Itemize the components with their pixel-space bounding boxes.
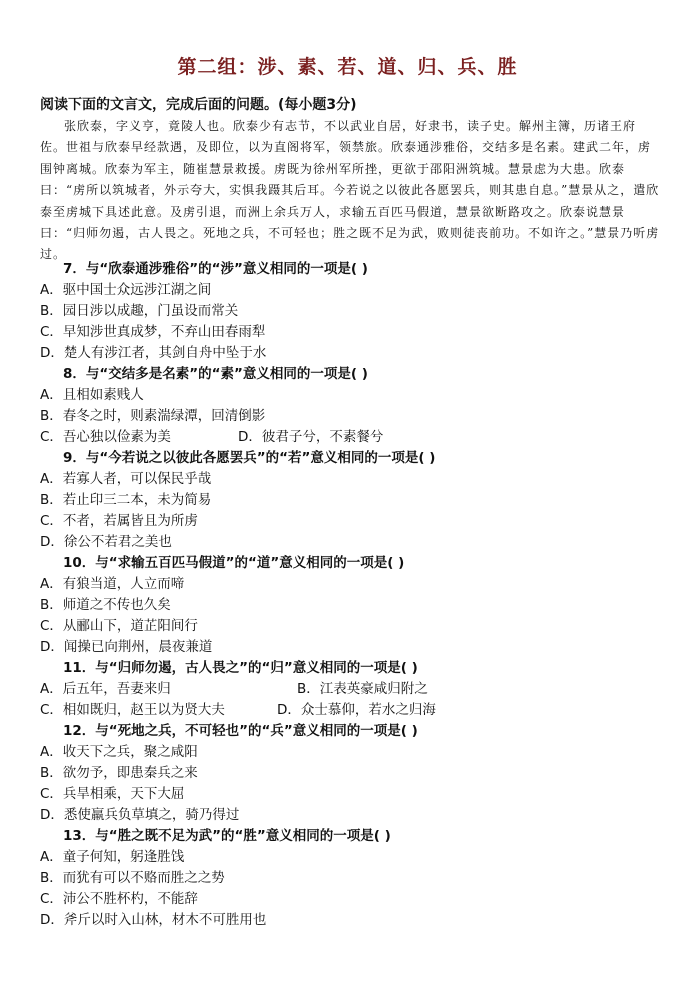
question-8 [40, 364, 660, 448]
option-d: D．闻操已向荆州，晨夜兼道 [40, 639, 213, 655]
question-stem: 8．与“交结多是名素”的“素”意义相同的一项是( ) [63, 366, 368, 382]
option-row-cd [40, 427, 660, 448]
option-a: A．驱中国士众远涉江湖之间 [40, 282, 212, 298]
passage-text: 张欣泰，字义亨，竟陵人也。欣泰少有志节，不以武业自居，好隶书，读子史。解州主簿，历诸王府佐。世祖与欣泰早经款遇，及即位，以为直阁将军，领禁旅。欣泰通涉雅俗，交结多是名素。建武二年，虏围钟离城。欣泰为军主，随崔慧景救援。虏既为徐州军所挫，更欲于邵阳洲筑城。慧景虑为大患。欣泰曰：“虏所以筑城者，外示夸大，实惧我蹑其后耳。今若说之以彼此各愿罢兵，则其患自息。”慧景从之，遣欣泰至虏城下具述此意。及虏引退，而洲上余兵万人，求输五百匹马假道，慧景欲断路攻之。欣泰说慧景曰：“归师勿遏，古人畏之。死地之兵，不可轻也；胜之既不足为武，败则徒丧前功。不如许之。”慧景乃听虏过。 [40, 119, 660, 262]
option-b: B．园日涉以成趣，门虽设而常关 [40, 303, 239, 319]
question-list [40, 259, 660, 931]
question-stem: 12．与“死地之兵，不可轻也”的“兵”意义相同的一项是( ) [63, 723, 418, 739]
question-stem: 11．与“归师勿遏，古人畏之”的“归”意义相同的一项是( ) [63, 660, 418, 676]
option-b: B．春冬之时，则素湍绿潭，回清倒影 [40, 408, 266, 424]
option-c: C．不者，若属皆且为所虏 [40, 513, 198, 529]
question-12 [40, 721, 660, 826]
option-a: A．收天下之兵，聚之咸阳 [40, 744, 198, 760]
option-c: C．相如既归，赵王以为贤大夫 [40, 702, 225, 718]
option-b: B．若止印三二本，未为简易 [40, 492, 212, 508]
page-title: 第二组：涉、素、若、道、归、兵、胜 [177, 56, 518, 78]
option-row-ab [40, 679, 660, 700]
question-stem: 13．与“胜之既不足为武”的“胜”意义相同的一项是( ) [63, 828, 391, 844]
option-a: A．且相如素贱人 [40, 387, 144, 403]
option-b: B．而犹有可以不赂而胜之之势 [40, 870, 225, 886]
option-row-cd [40, 700, 660, 721]
option-a: A．有狼当道，人立而啼 [40, 576, 185, 592]
question-13 [40, 826, 660, 931]
option-c: C．早知涉世真成梦，不弃山田春雨犁 [40, 324, 266, 340]
option-d: D．众士慕仰，若水之归海 [277, 702, 436, 718]
option-b: B．江表英豪咸归附之 [297, 681, 428, 697]
question-7 [40, 259, 660, 364]
option-d: D．彼君子兮，不素餐兮 [238, 429, 384, 445]
option-b: B．欲勿予，即患秦兵之来 [40, 765, 198, 781]
question-stem: 9．与“今若说之以彼此各愿罢兵”的“若”意义相同的一项是( ) [63, 450, 436, 466]
option-a: A．后五年，吾妻来归 [40, 681, 171, 697]
option-d: D．徐公不若君之美也 [40, 534, 172, 550]
question-11 [40, 658, 660, 721]
option-d: D．悉使羸兵负草填之，骑乃得过 [40, 807, 240, 823]
option-d: D．楚人有涉江者，其剑自舟中坠于水 [40, 345, 267, 361]
question-stem: 7．与“欣泰通涉雅俗”的“涉”意义相同的一项是( ) [63, 261, 368, 277]
question-stem: 10．与“求输五百匹马假道”的“道”意义相同的一项是( ) [63, 555, 405, 571]
option-c: C．沛公不胜杯杓，不能辞 [40, 891, 198, 907]
option-a: A．童子何知，躬逢胜饯 [40, 849, 185, 865]
option-c: C．从郦山下，道芷阳间行 [40, 618, 198, 634]
option-b: B．师道之不传也久矣 [40, 597, 171, 613]
option-a: A．若寡人者，可以保民乎哉 [40, 471, 212, 487]
instruction: 阅读下面的文言文，完成后面的问题。(每小题3分) [40, 97, 357, 113]
option-c: C．兵旱相乘，天下大屈 [40, 786, 185, 802]
option-c: C．吾心独以俭素为美 [40, 429, 171, 445]
question-10 [40, 553, 660, 658]
passage [40, 116, 660, 266]
question-9 [40, 448, 660, 553]
option-d: D．斧斤以时入山林，材木不可胜用也 [40, 912, 267, 928]
